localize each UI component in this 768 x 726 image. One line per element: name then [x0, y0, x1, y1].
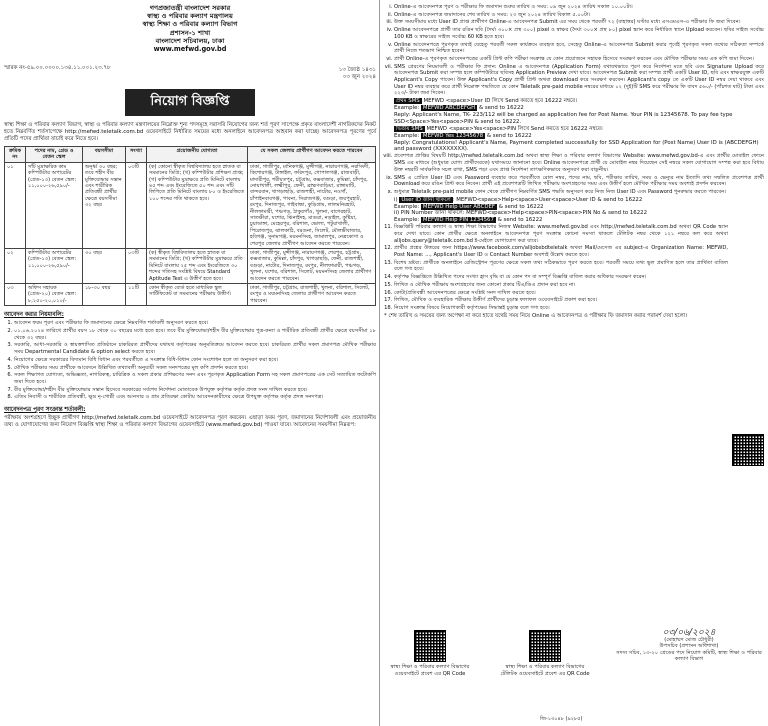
row-qualification: কোন স্বীকৃত বোর্ড হতে মাধ্যমিক স্কুল সার্টিফিকেট বা সমমানের পরীক্ষায় উত্তীর্ণ।: [147, 284, 248, 306]
example-label: Example:: [394, 132, 420, 139]
second-sms-example: MEFWD Yes 12345678: [422, 132, 484, 139]
intro-paragraph: স্বাস্থ্য শিক্ষা ও পরিবার কল্যাণ বিভাগ, স্বাস্থ্য ও পরিবার কল্যাণ মন্ত্রণালয়ের নিম্নোক্ত শূন্য পদসমূহে সরাসরি নিয়োগের জন্য শর্ত পূরণ সাপেক্ষে প্রকৃত বাংলাদেশী নাগরিকদের নিকট হতে নিম্নবর্ণিত শর্তসাপেক্ষে http://mefwd.teletalk.com.bd ওয়েবসাইটে নির্ধারিত সময়ের মধ্যে অনলাইনে আবেদনপত্র আহবান করা যাচ্ছে। আবেদনপত্র পূরণের পূর্বে প্রতিটি পদের প্রার্থিতা যাচাই করে নিতে হবে।: [4, 122, 376, 143]
list-item: 3. সরকারি, আধা-সরকারি ও স্বায়ত্তশাসিত প্রতিষ্ঠানে চাকরিরত প্রার্থীদের যথাযথ কর্তৃপক্ষের অনুমতিক্রমে আবেদন করতে হবে। চাকরিরত প্রার্থীর সকল প্রমাণপত্র মৌখিক পরীক্ষার সময় Departmental Candidate & option select করতে হবে।: [14, 342, 376, 355]
row-post: অফিস সহায়ক (গ্রেড-২০) বেতন স্কেল: ৮,২৫০-২০,০১০/-: [26, 284, 83, 306]
row-count: ১১টি: [126, 284, 147, 306]
row-no: ০১: [5, 162, 26, 248]
recovery-user-example-tail: & send to 16222: [498, 203, 544, 210]
qr-label: স্বাস্থ্য শিক্ষা ও পরিবার কল্যাণ বিভাগের ওয়েবসাইটে প্রবেশ এর QR Code: [390, 664, 470, 677]
recovery-user-example: MEFWD Help User ABCDEF: [422, 203, 495, 210]
header-line5: বাংলাদেশ সচিবালয়, ঢাকা: [155, 36, 225, 45]
qr-code-icon: [732, 434, 764, 466]
header-line3: স্বাস্থ্য শিক্ষা ও পরিবার কল্যাণ বিভাগ: [142, 20, 238, 29]
online-intro: পরীক্ষায় অংশগ্রহণে ইচ্ছুক প্রার্থীগণ http://mefwd.teletalk.com.bd ওয়েবসাইটে আবেদনপত্র পূরণ করবেন। এছাড়া ফরম পূরণ, জমাদানের নির্দেশাবলী এবং প্রয়োজনীয় তথ্য ও যোগাযোগের জন্য নিয়োগ বিজ্ঞপ্তি স্বাস্থ্য শিক্ষা ও পরিবার কল্যাণ বিভাগের ওয়েবসাইটে (www.mefwd.gov.bd) পাওয়া যাবে। আবেদনের সময়সীমা নিম্নরূপ:: [4, 415, 376, 428]
row-districts: ঢাকা, গাজীপুর, মানিকগঞ্জ, মুন্সীগঞ্জ, নারায়ণগঞ্জ, নরসিংদী, কিশোরগঞ্জ, টাঙ্গাইল, ফরিদপুর, গোপালগঞ্জ, রাজবাড়ী, মাদারীপুর, শরীয়তপুর, চট্টগ্রাম, কক্সবাজার, কুমিল্লা, চাঁদপুর, নোয়াখালী, লক্ষ্মীপুর, ফেনী, ব্রাহ্মণবাড়িয়া, রাঙ্গামাটি, বান্দরবান, খাগড়াছড়ি, রাজশাহী, নাটোর, নওগাঁ, চাঁপাইনবাবগঞ্জ, পাবনা, সিরাজগঞ্জ, বগুড়া, জয়পুরহাট, রংপুর, দিনাজপুর, গাইবান্ধা, কুড়িগ্রাম, লালমনিরহাট, নীলফামারী, পঞ্চগড়, ঠাকুরগাঁও, খুলনা, বাগেরহাট, সাতক্ষীরা, যশোর, ঝিনাইদহ, মাগুরা, নড়াইল, কুষ্টিয়া, চুয়াডাঙ্গা, মেহেরপুর, বরিশাল, ভোলা, পটুয়াখালী, পিরোজপুর, ঝালকাঠি, বরগুনা, সিলেট, মৌলভীবাজার, হবিগঞ্জ, সুনামগঞ্জ, ময়মনসিংহ, জামালপুর, নেত্রকোণা ও শেরপুর জেলার প্রার্থীগণ আবেদন করতে পারবেন।: [248, 162, 376, 248]
list-item: 13. বিশেষ দ্রষ্টব্য: প্রার্থীকে অনলাইনে রেজিস্ট্রেশন পূরণের ক্ষেত্রে সকল তথ্য সঠিকভাবে পূরণ করতে হবে। পরবর্তী সময়ে তথ্য ভুল প্রমাণিত হলে তার প্রার্থিতা বাতিল বলে গণ্য হবে।: [394, 260, 728, 273]
row-qualification: (ক) কোনো স্বীকৃত বিশ্ববিদ্যালয় হতে স্নাতক বা সমমানের ডিগ্রি; (খ) কম্পিউটার প্রশিক্ষণ প্রাপ্ত; (গ) কম্পিউটার মুদ্রাক্ষরে প্রতি মিনিটে বাংলায় ৪৫ শব্দ এবং ইংরেজিতে ৫০ শব্দ এবং সাঁট লিপিতে প্রতি মিনিটে বাংলায় ৮০ ও ইংরেজিতে ১০০ শব্দের গতি থাকতে হবে।: [147, 162, 248, 248]
list-item: 16. কোটা/প্রতিবন্ধী আবেদনপত্রের ক্ষেত্রে সংশ্লিষ্ট সনদ দাখিল করতে হবে।: [394, 290, 728, 297]
list-item: 12. প্রার্থীর প্রশ্নের উত্তরের জন্য https://www.facebook.com/alljobsbdteletalk অথবা Mail/মেসেজ এর subject-এ Organization Name: MEFWD, Post Name: ..., Applicant's User ID ও Contact Number অবশ্যই উল্লেখ করতে হবে।: [394, 245, 728, 258]
signer-title: উপসচিব (প্রশাসন অধিশাখা): [659, 643, 719, 650]
list-item: viii. প্রবেশপত্র প্রাপ্তির বিষয়টি http://mefwd.teletalk.com.bd অথবা স্বাস্থ্য শিক্ষা ও পরিবার কল্যাণ বিভাগের Website: www.mefwd.gov.bd-এ এবং প্রার্থীর মোবাইল ফোনে SMS এর মাধ্যমে (শুধুমাত্র যোগ্য প্রার্থীদেরকে) যথাসময়ে জানানো হবে। Online আবেদনপত্রে প্রার্থী যে মোবাইল নম্বর দিয়েছেন সেই নম্বরে সকল যোগাযোগ সম্পন্ন করা হবে বিধায় উক্ত নম্বরটি সার্বক্ষণিক সচল রাখা, SMS পড়া এবং প্রাপ্ত নির্দেশনা তাৎক্ষণিকভাবে অনুসরণ করা বাঞ্ছনীয়।: [394, 153, 764, 173]
first-sms-example-line: [394, 105, 764, 112]
qr-block-website: [384, 630, 476, 677]
row-post: সাঁট মুদ্রাক্ষরিক কাম কম্পিউটার অপারেটর (গ্রেড-১৩) বেতন স্কেল: ১১,০০০-২৬,৫৯০/-: [26, 162, 83, 248]
column-divider: [379, 0, 380, 726]
second-sms-example-line: [394, 133, 764, 140]
list-item: 8. এতিম নিবাসী ও শারীরিক প্রতিবন্ধী, ক্ষুদ্র নৃ-গোষ্ঠী এবং আনসার ও গ্রাম প্রতিরক্ষা কোটায় আবেদনকারীদের ক্ষেত্রে উপযুক্ত কর্তৃপক্ষ কর্তৃক প্রদত্ত সনদপত্র।: [14, 394, 376, 401]
col-header: প্রয়োজনীয় যোগ্যতা: [147, 146, 248, 162]
table-row: [5, 249, 376, 284]
date-block: [339, 67, 376, 81]
second-sms-label: দ্বিতীয় SMS: [396, 125, 423, 132]
list-item: x. শুধুমাত্র Teletalk pre-paid mobile ফোন থেকে প্রার্থীগণ নিম্নবর্ণিত SMS পদ্ধতি অনুসরণ করে নিজ নিজ User ID এবং Password পুনরুদ্ধার করতে পারবেন।: [394, 189, 764, 196]
list-item: ii. Online-এ আবেদনপত্র জমাদানের শেষ তারিখ ও সময়: ২৩ জুন ২০২৪ তারিখ বিকাল ৫.০০টা।: [394, 12, 764, 19]
star-note: * শেষ তারিখ ও সময়ের জন্য অপেক্ষা না করে হাতে যথেষ্ট সময় নিয়ে Online এ আবেদনপত্র ও পরীক্ষার ফি জমাদান করার পরামর্শ দেয়া হলো।: [384, 312, 688, 319]
vacancy-table: [4, 146, 376, 306]
table-row: [5, 284, 376, 306]
example-label: Example:: [394, 105, 420, 112]
signature-block: [614, 630, 764, 677]
list-item: 15. লিখিত ও মৌখিক পরীক্ষায় অংশগ্রহণের জন্য কোনো প্রকার টিএ/ডিএ প্রদান করা হবে না।: [394, 282, 728, 289]
recovery-pin-example-tail: & send to 16222: [497, 217, 543, 224]
header-website: www.mefwd.gov.bd: [153, 45, 227, 54]
signature-footer: [384, 630, 764, 677]
list-item: 11. বিজ্ঞপ্তিটি পরিবার কল্যাণ ও স্বাস্থ্য শিক্ষা বিভাগের নিজস্ব Website: www.mefwd.gov.bd এবং http://mefwd.teletalk.com.bd অথবা QR Code স্ক্যান করে দেখা যাবে। কোন প্রার্থীর ক্ষেত্রে অনলাইনে আবেদনপত্র পূরণ সংক্রান্ত কোনো সমস্যা থাকলে টেলিটক নম্বর থেকে ১২১ নম্বরে কল করে অথবা alljobs.query@teletalk.com.bd ই-মেইলে যোগাযোগ করা যাবে।: [394, 224, 728, 244]
col-header: বয়সসীমা: [83, 146, 126, 162]
recovery-user-line: i) User ID জানা থাকলে : MEFWD<space>Help<space>User<space>User ID & send to 16222: [394, 196, 643, 203]
rules-list: [4, 320, 376, 401]
list-item: 1. আবেদন ফরম পূরণ এবং পরীক্ষার ফি জমাদানের ক্ষেত্রে নিম্নবর্ণিত শর্তাবলী অনুসরণ করতে হবে।: [14, 320, 376, 327]
date-english: ০৩ জুন ২০২৪: [342, 74, 376, 81]
recovery-user-label: User ID জানা থাকলে: [401, 196, 451, 203]
memo-number: স্মারক নং-৫৯.০০.০০০০.১৩৪.১১.০০১.২৩.৭৮: [4, 65, 111, 72]
admit-card-list: [384, 153, 764, 195]
col-header: পদের নাম, গ্রেড ও বেতন স্কেল: [26, 146, 83, 162]
row-count: ০৩টি: [126, 162, 147, 248]
list-item: iv. Online আবেদনপত্রে প্রার্থী তার রঙিন ছবি (দৈর্ঘ্য ৩০০× প্রস্থ ৩০০) pixel ও স্বাক্ষর (দৈর্ঘ্য ৩০০× প্রস্থ ৮০) pixel স্ক্যান করে নির্ধারিত স্থানে Upload করবেন। ছবির সাইজ সর্বোচ্চ 100 KB ও স্বাক্ষরের সাইজ সর্বোচ্চ 60 KB হতে হবে।: [394, 27, 764, 40]
row-age: অনূর্ধ্ব ৩০ বছর; তবে শহীদ বীর মুক্তিযোদ্ধার সন্তান এবং শারীরিক প্রতিবন্ধী প্রার্থীর ক্ষেত্রে বয়সসীমা ৩২ বছর: [83, 162, 126, 248]
list-item: v. Online আবেদনপত্রে পূরণকৃত তথ্যই যেহেতু পরবর্তী সকল কার্যক্রমে ব্যবহৃত হবে, সেহেতু Online-এ আবেদনপত্র Submit করার পূর্বেই পূরণকৃত সকল তথ্যের সঠিকতা সম্পর্কে প্রার্থী নিজে শতভাগ নিশ্চিত হবেন।: [394, 42, 764, 55]
right-column: [384, 4, 764, 320]
notice-title: নিয়োগ বিজ্ঞপ্তি: [125, 89, 255, 116]
list-item: ix. SMS এ প্রেরিত User ID এবং Password ব্যবহার করে পরবর্তীতে রোল নম্বর, পদের নাম, ছবি, পরীক্ষার তারিখ, সময় ও ভেন্যুর নাম ইত্যাদি তথ্য সম্বলিত প্রবেশপত্র প্রার্থী Download করে রঙিন প্রিন্ট করে নিবেন। প্রার্থী এই প্রবেশপত্রটি লিখিত পরীক্ষায় অংশগ্রহণের সময় এবং উত্তীর্ণ হলে মৌখিক পরীক্ষার সময় অবশ্যই প্রদর্শন করবেন।: [394, 175, 764, 188]
col-header: যে সকল জেলার প্রার্থীগণ আবেদন করতে পারবেন: [248, 146, 376, 162]
list-item: 7. বীর মুক্তিযোদ্ধা/শহীদ বীর মুক্তিযোদ্ধার সন্তান হিসেবে সরকারের সর্বশেষ নির্দেশনা মোতাবেক উপযুক্ত কর্তৃপক্ষ কর্তৃক প্রদত্ত সনদ দাখিল করতে হবে।: [14, 387, 376, 394]
second-sms-line: [394, 126, 764, 133]
rules-title: আবেদন করার নিয়মাবলি:: [4, 312, 64, 319]
col-header: সংখ্যা: [126, 146, 147, 162]
row-post: কম্পিউটার অপারেটর (গ্রেড-১৩) বেতন স্কেল: ১১,০০০-২৬,৫৯০/-: [26, 249, 83, 284]
qr-code-icon: [529, 630, 561, 662]
first-sms-line: [394, 98, 764, 105]
gov-header: [4, 4, 376, 53]
second-sms-reply: Reply: Congratulations! Applicant's Name, Payment completed successfully for SSD Application for (Post Name) User ID is (ABCDEFGH) and password (XXXXXXXX).: [394, 139, 759, 153]
list-item: i. Online-এ আবেদনপত্র পূরণ ও পরীক্ষার ফি জমাদান শুরুর তারিখ ও সময়: ০৯ জুন ২০২৪ তারিখ সকাল ১০.০০টা।: [394, 4, 764, 11]
row-age: ৩০ বছর: [83, 249, 126, 284]
row-no: ০৩: [5, 284, 26, 306]
row-age: ১৮-৩০ বছর: [83, 284, 126, 306]
table-row: [5, 162, 376, 248]
example-label: Example:: [394, 203, 420, 210]
recovery-pin-example: MEFWD Help PIN 1234567: [422, 217, 494, 224]
signer-name: (মোহাম্মদ মোজ চৌধুরী): [664, 636, 714, 643]
second-sms-example-tail: & send to 16222: [486, 132, 532, 139]
first-sms-example-tail: & send to 16222: [478, 105, 524, 112]
header-line4: প্রশাসন-১ শাখা: [169, 28, 211, 37]
col-header: ক্রমিক নং: [5, 146, 26, 162]
online-title: আবেদনপত্র পূরণ সংক্রান্ত শর্তাবলী:: [4, 407, 86, 414]
recovery-pin-cmd: ii) PIN Number জানা থাকলে: MEFWD<space>Help<space>PIN<space>PIN No & send to 16222: [394, 210, 648, 217]
qr-code-icon: [414, 630, 446, 662]
recovery-block: [384, 197, 764, 225]
row-no: ০২: [5, 249, 26, 284]
first-sms-example: MEFWD ABCDEFGH: [422, 105, 476, 112]
list-item: 5. মৌখিক পরীক্ষার সময় প্রার্থীকে আবেদনে উল্লিখিত তথ্যাবলী অনুযায়ী সকল সনদপত্রের মূল কপি প্রদর্শন করতে হবে।: [14, 365, 376, 372]
reference-row: [4, 65, 376, 81]
print-memo: জি-১৩০৪৮ (৯২৮৫): [540, 716, 583, 722]
example-label: Example:: [394, 217, 420, 224]
second-sms-cmd: MEFWD <space>Yes<space>PIN লিখে Send করতে হবে 16222 নম্বরে।: [426, 125, 603, 132]
table-header-row: [5, 146, 376, 162]
recovery-user-example-line: [394, 204, 764, 211]
list-item: vi. প্রার্থী Online-এ পূরণকৃত আবেদনপত্রের একটি প্রিন্ট কপি পরীক্ষা সংক্রান্ত যে কোন প্রয়োজনে সহায়ক হিসেবে সংরক্ষণ করবেন এবং মৌখিক পরীক্ষার সময় এক কপি জমা দিবেন।: [394, 56, 764, 63]
row-count: ০৩টি: [126, 249, 147, 284]
qr-block-teletalk: [499, 630, 591, 677]
row-districts: ঢাকা, গাজীপুর, মুন্সীগঞ্জ, নারায়ণগঞ্জ, শেরপুর, চট্টগ্রাম, কক্সবাজার, কুমিল্লা, চাঁদপুর, খাগড়াছড়ি, ফেনী, রাজশাহী, বগুড়া, নাটোর, দিনাজপুর, রংপুর, নীলফামারী, পঞ্চগড়, খুলনা, যশোর, বরিশাল, সিলেট, ময়মনসিংহ জেলার প্রার্থীগণ আবেদন করতে পারবেন।: [248, 249, 376, 284]
row-qualification: (ক) স্বীকৃত বিশ্ববিদ্যালয় হতে স্নাতক বা সমমানের ডিগ্রি; (খ) কম্পিউটার মুদ্রাক্ষরে প্রতি মিনিটে বাংলায় ২৫ শব্দ এবং ইংরেজিতে ৩০ শব্দের গতিসহ সংশ্লিষ্ট বিষয়ে Standard Aptitude Test এ উত্তীর্ণ হতে হবে।: [147, 249, 248, 284]
list-item: 6. সকল শিক্ষাগত যোগ্যতা, অভিজ্ঞতা, নাগরিকত্ব, চারিত্রিক ও সকল প্রকার প্রশিক্ষণের সনদ এবং পূরণকৃত Application Form সহ সকল প্রমাণপত্রের এক সেট সত্যায়িত ফটোকপি জমা দিতে হবে।: [14, 372, 376, 385]
general-notes-list: [384, 224, 764, 311]
header-line1: গণপ্রজাতন্ত্রী বাংলাদেশ সরকার: [149, 4, 231, 12]
list-item: 17. লিখিত, মৌখিক ও ব্যবহারিক পরীক্ষায় উত্তীর্ণ প্রার্থীদের চূড়ান্ত ফলাফল ওয়েবসাইটে প্রকাশ করা হবে।: [394, 297, 728, 304]
signature-date: ০৩/০৬/২০২৪: [662, 628, 716, 638]
list-item: 18. নিয়োগ সংক্রান্ত বিষয়ে নিয়োগকারী কর্তৃপক্ষের সিদ্ধান্তই চূড়ান্ত বলে গণ্য হবে।: [394, 305, 728, 312]
list-item: 2. ০১.০৬.২০২৪ তারিখে প্রার্থীর বয়স ১৮ থেকে ৩০ বছরের মধ্যে হতে হবে। তবে বীর মুক্তিযোদ্ধা/শহীদ বীর মুক্তিযোদ্ধার পুত্র-কন্যা ও শারীরিক প্রতিবন্ধী প্রার্থীর ক্ষেত্রে বয়সসীমা ১৮ থেকে ৩২ বছর।: [14, 328, 376, 341]
first-sms-cmd: MEFWD <space>User ID লিখে Send করতে হবে 16222 নম্বরে।: [423, 98, 578, 105]
list-item: iii. উক্ত সময়সীমার মধ্যে User ID প্রাপ্ত প্রার্থীগণ Online-এ আবেদনপত্র Submit এর সময় থেকে পরবর্তী ৭২ (বাহাত্তর) ঘণ্টার মধ্যে এসএমএস-এ পরীক্ষার ফি জমা দিবেন।: [394, 19, 764, 26]
first-sms-reply: Reply: Applicant's Name, TK- 223/112 will be charged as application fee for Post Name. Your PIN is 12345678. To pay fee type SSD<Space>Yes<space>PIN & send to 16222.: [394, 111, 733, 125]
recovery-user-cmd: MEFWD<space>Help<space>User<space>User ID & send to 16222: [456, 196, 643, 203]
list-item: vii. SMS প্রেরণের নিয়মাবলী ও পরীক্ষার ফি প্রদান: Online এ আবেদনপত্র (Application Form) যথাযথভাবে পূরণ করে নির্দেশনা মতে ছবি এবং Signature Upload করে আবেদনপত্র Submit করা সম্পন্ন হলে কম্পিউটারে ছবিসহ Application Preview দেখা যাবে। আবেদনপত্র Submit করা সম্পন্ন প্রার্থী একটি User ID, ছবি এবং স্বাক্ষরযুক্ত একটি Applicant's Copy পাবেন। উক্ত Applicant's Copy প্রার্থী প্রিন্ট অথবা download করে সংরক্ষণ করবেন। Applicant's copy তে একটি User ID নম্বর দেয়া থাকবে এবং User ID নম্বর ব্যবহার করে প্রার্থী নিম্নোক্ত পদ্ধতিতে যে কোন Teletalk pre-paid mobile নম্বরের মাধ্যমে ০২ (দুই)টি SMS করে পরীক্ষার ফি বাবদ ৫৬০/- (পাঁচশত ষাট) টাকা এবং ২২৩/- টাকা জমা দিবেন।: [394, 64, 764, 98]
online-steps-list: [384, 4, 764, 97]
row-districts: ঢাকা, গাজীপুর, চট্টগ্রাম, রাজশাহী, খুলনা, বরিশাল, সিলেট, রংপুর ও ময়মনসিংহ জেলার প্রার্থীগণ আবেদন করতে পারবেন।: [248, 284, 376, 306]
left-column: [4, 4, 376, 429]
sms-block: [384, 98, 764, 153]
date-bangla: ১৩ জ্যৈষ্ঠ ১৪৩১: [338, 67, 376, 74]
header-line2: স্বাস্থ্য ও পরিবার কল্যাণ মন্ত্রণালয়: [147, 12, 233, 21]
first-sms-label: প্রথম SMS: [396, 98, 420, 105]
list-item: 14. কর্তৃপক্ষ বিজ্ঞপ্তিতে উল্লিখিত পদের সংখ্যা হ্রাস বৃদ্ধি বা যে কোন পদ বা সম্পূর্ণ বিজ্ঞপ্তি বাতিল করার অধিকার সংরক্ষণ করেন।: [394, 274, 728, 281]
qr-label: স্বাস্থ্য শিক্ষা ও পরিবার কল্যাণ বিভাগের টেলিটক ওয়েবসাইটে প্রবেশ এর QR Code: [500, 664, 590, 677]
list-item: 4. নিয়োগের ক্ষেত্রে সরকারের বিদ্যমান বিধি বিধান এবং পরবর্তীতে এ সংক্রান্ত বিধি-বিধান কোন সংশোধন হলে তা অনুসরণ করা হবে।: [14, 357, 376, 364]
signer-org: সদস্য সচিব, ১৩-২০ গ্রেডের পদে নিয়োগ কমিটি, স্বাস্থ্য শিক্ষা ও পরিবার কল্যাণ বিভাগ: [616, 649, 762, 663]
